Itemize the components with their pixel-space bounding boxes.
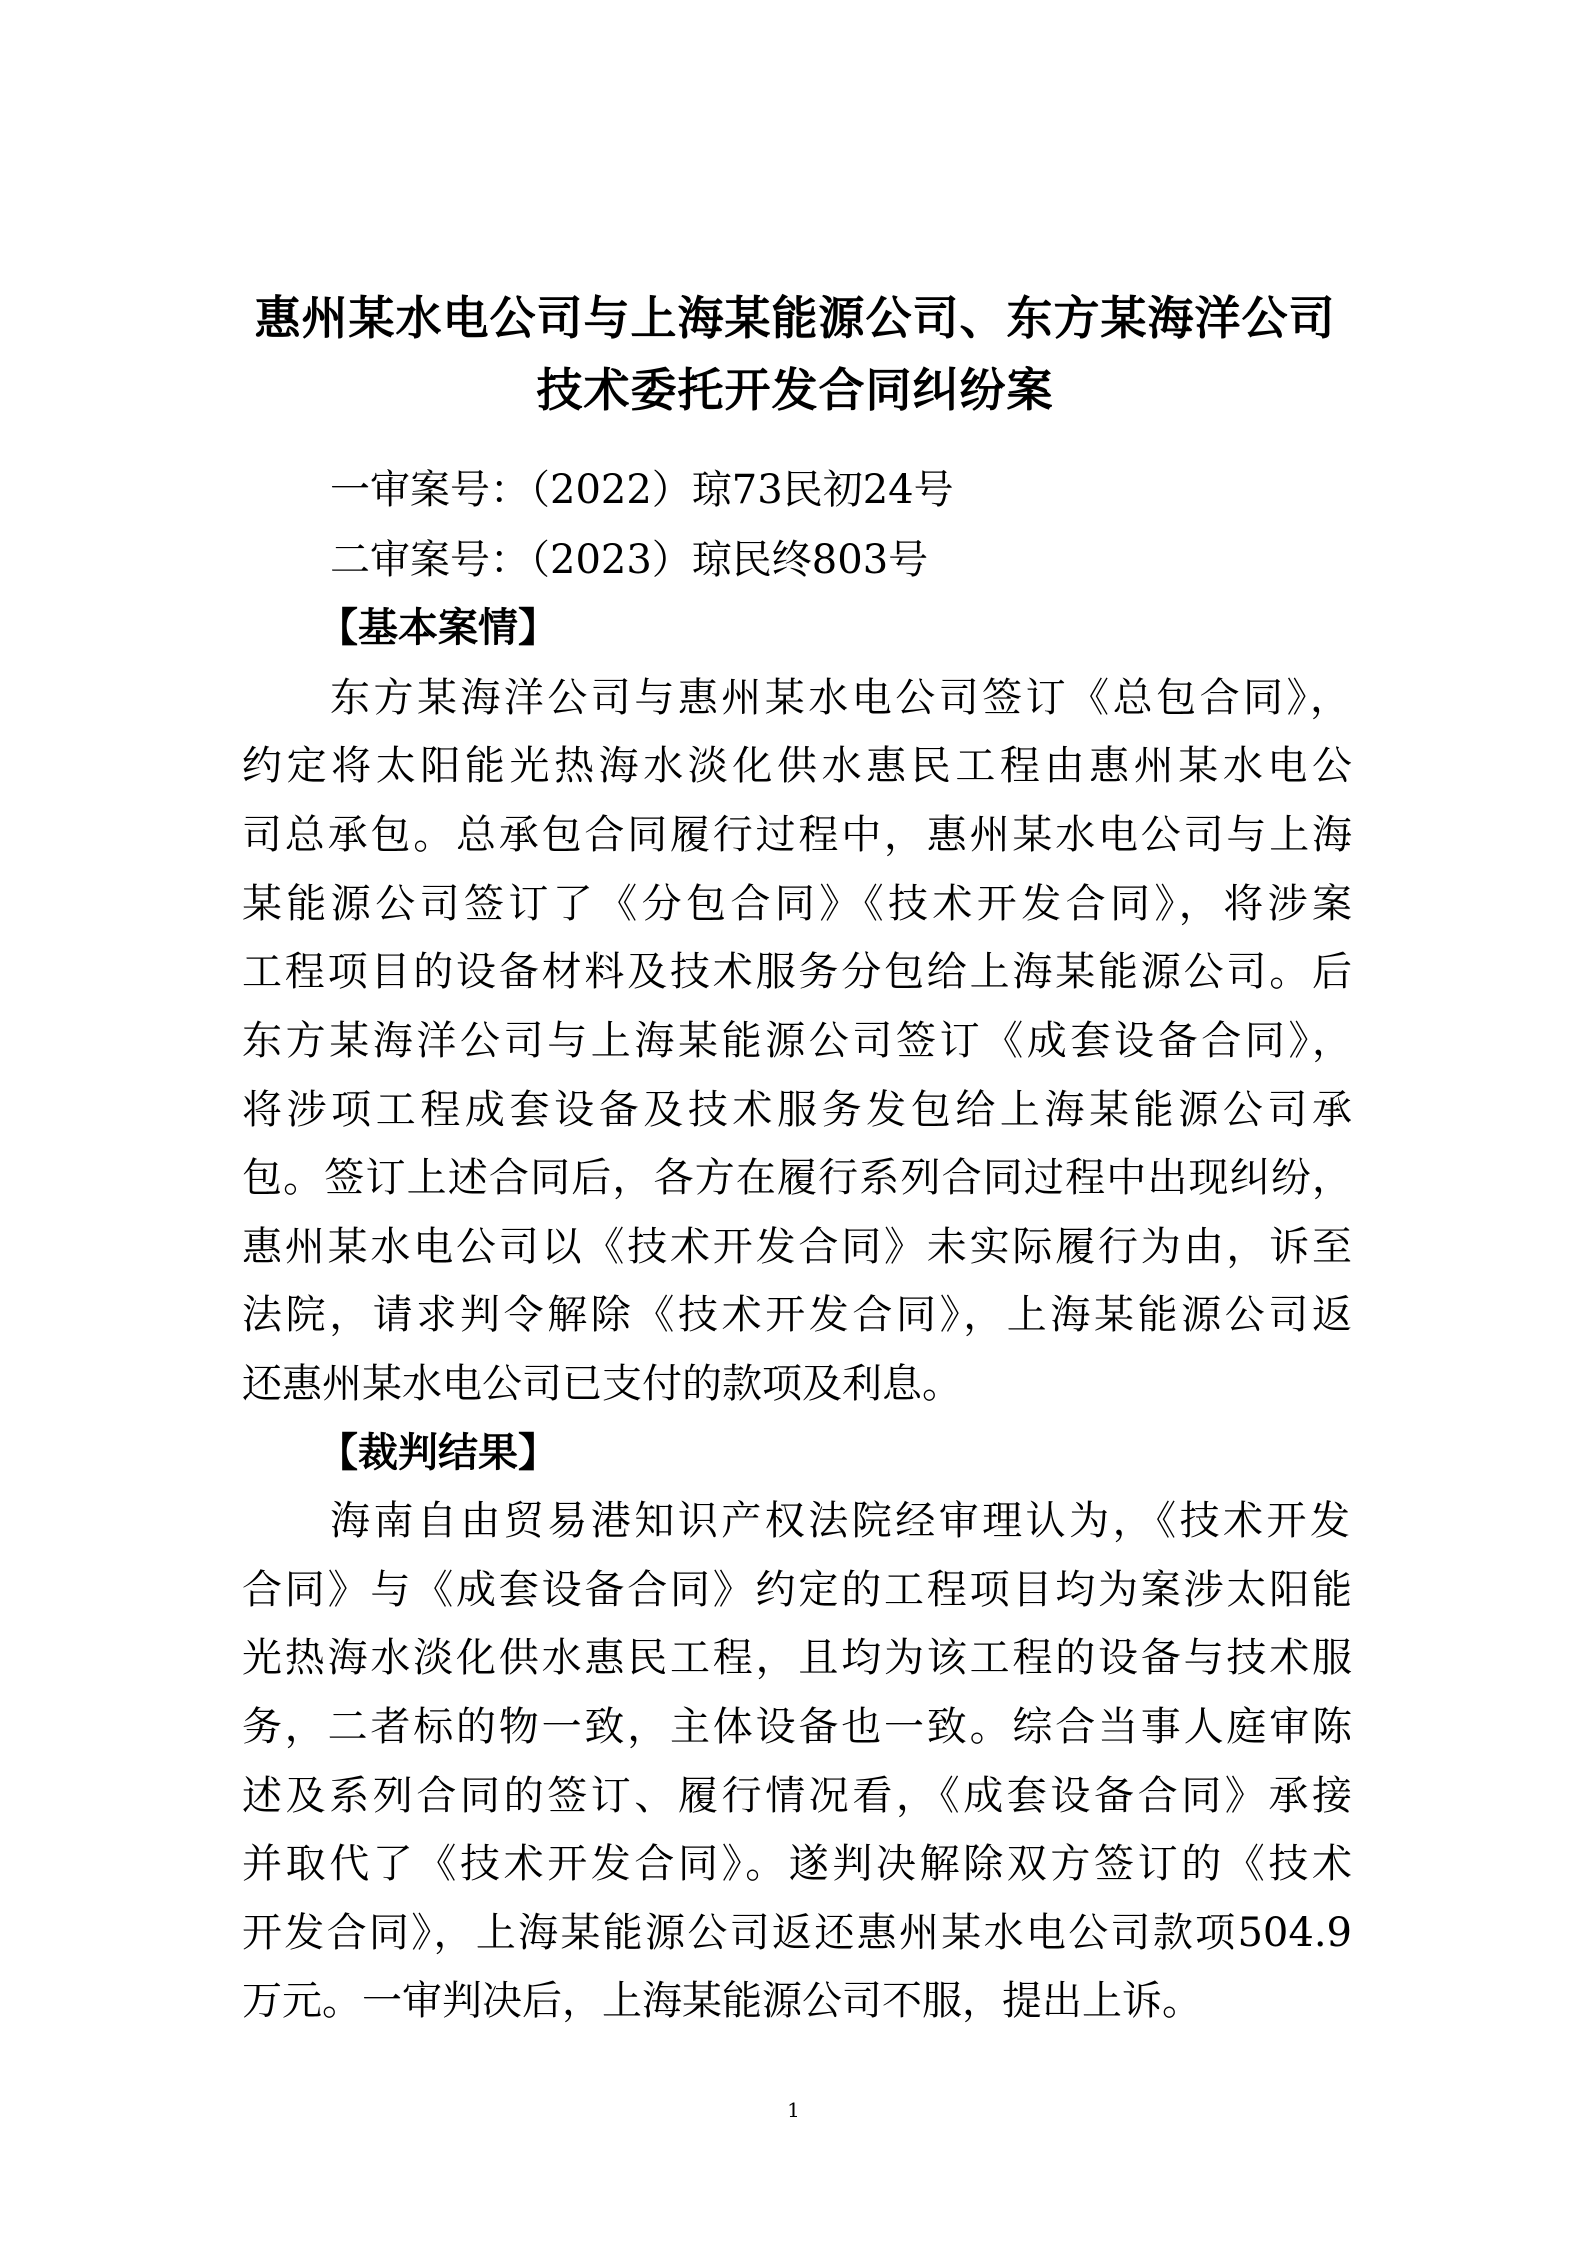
paragraph-line: 约定将太阳能光热海水淡化供水惠民工程由惠州某水电公 — [242, 743, 1352, 789]
paragraph-line: 某能源公司签订了《分包合同》《技术开发合同》，将涉案 — [242, 881, 1352, 927]
page-number: 1 — [787, 2098, 800, 2122]
paragraph-line: 开发合同》，上海某能源公司返还惠州某水电公司款项504.9 — [242, 1910, 1352, 1956]
paragraph-line: 万元。一审判决后，上海某能源公司不服，提出上诉。 — [242, 1978, 1202, 2024]
paragraph-line: 务，二者标的物一致，主体设备也一致。综合当事人庭审陈 — [242, 1704, 1352, 1750]
section-heading-judgment-result: 【裁判结果】 — [318, 1430, 558, 1476]
paragraph-line: 并取代了《技术开发合同》。遂判决解除双方签订的《技术 — [242, 1841, 1352, 1887]
paragraph-line: 东方某海洋公司与上海某能源公司签订《成套设备合同》， — [242, 1018, 1352, 1064]
paragraph-line: 东方某海洋公司与惠州某水电公司签订《总包合同》， — [330, 675, 1350, 721]
paragraph-line: 光热海水淡化供水惠民工程，且均为该工程的设备与技术服 — [242, 1635, 1352, 1681]
paragraph-line: 惠州某水电公司以《技术开发合同》未实际履行为由，诉至 — [242, 1224, 1352, 1270]
paragraph-line: 包。签订上述合同后，各方在履行系列合同过程中出现纠纷， — [242, 1155, 1352, 1201]
second-instance-case-number: 二审案号：（2023）琼民终803号 — [330, 537, 929, 583]
paragraph-line: 工程项目的设备材料及技术服务分包给上海某能源公司。后 — [242, 949, 1352, 995]
paragraph-line: 海南自由贸易港知识产权法院经审理认为，《技术开发 — [330, 1498, 1350, 1544]
title-line-1: 惠州某水电公司与上海某能源公司、东方某海洋公司 — [254, 291, 1336, 345]
paragraph-line: 还惠州某水电公司已支付的款项及利息。 — [242, 1361, 962, 1407]
section-heading-basic-facts: 【基本案情】 — [318, 605, 558, 651]
paragraph-line: 司总承包。总承包合同履行过程中，惠州某水电公司与上海 — [242, 812, 1352, 858]
paragraph-line: 述及系列合同的签订、履行情况看，《成套设备合同》承接 — [242, 1773, 1352, 1819]
paragraph-line: 法院，请求判令解除《技术开发合同》，上海某能源公司返 — [242, 1292, 1352, 1338]
paragraph-line: 将涉项工程成套设备及技术服务发包给上海某能源公司承 — [242, 1087, 1352, 1133]
title-line-2: 技术委托开发合同纠纷案 — [536, 363, 1054, 417]
paragraph-line: 合同》与《成套设备合同》约定的工程项目均为案涉太阳能 — [242, 1567, 1352, 1613]
first-instance-case-number: 一审案号：（2022）琼73民初24号 — [330, 467, 954, 513]
